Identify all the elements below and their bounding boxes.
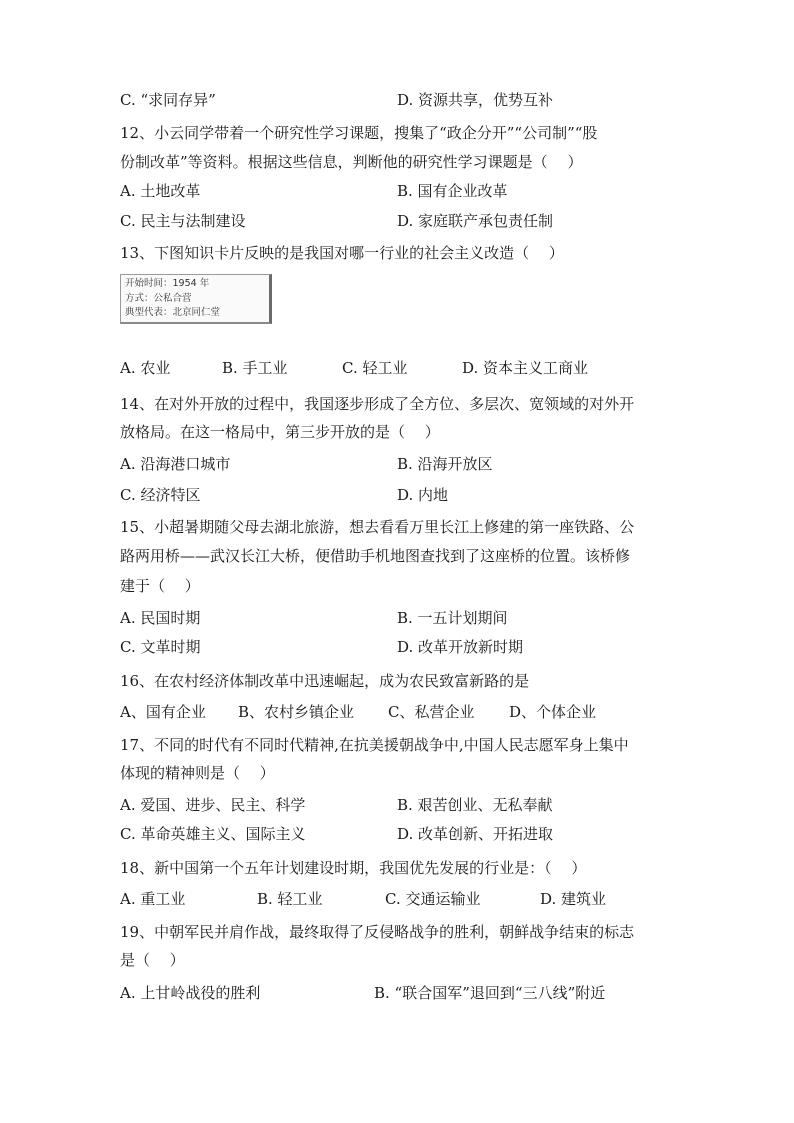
q15-option-a: A. 民国时期 xyxy=(120,609,201,627)
q19-stem-line1: 19、中朝军民并肩作战，最终取得了反侵略战争的胜利，朝鲜战争结束的标志 xyxy=(120,923,635,941)
q12-option-c: C. 民主与法制建设 xyxy=(120,212,246,230)
knowledge-card xyxy=(120,274,272,324)
q16-option-c: C、私营企业 xyxy=(388,703,475,721)
q13-option-b: B. 手工业 xyxy=(222,359,288,377)
q16-option-b: B、农村乡镇企业 xyxy=(238,703,355,721)
q12-stem-line1: 12、小云同学带着一个研究性学习课题，搜集了“政企分开”“公司制”“股 xyxy=(120,124,598,142)
q15-option-b: B. 一五计划期间 xyxy=(397,609,508,627)
q16-option-a: A、国有企业 xyxy=(120,703,206,721)
q17-option-d: D. 改革创新、开拓进取 xyxy=(397,825,554,843)
card-line-example: 典型代表：北京同仁堂 xyxy=(125,307,221,318)
card-line-start-time: 开始时间：1954 年 xyxy=(125,278,210,289)
q13-stem: 13、下图知识卡片反映的是我国对哪一行业的社会主义改造（ ） xyxy=(120,244,564,262)
q18-option-d: D. 建筑业 xyxy=(540,890,607,908)
q12-option-b: B. 国有企业改革 xyxy=(397,182,508,200)
q12-option-d: D. 家庭联产承包责任制 xyxy=(397,212,554,230)
q15-stem-line1: 15、小超暑期随父母去湖北旅游，想去看看万里长江上修建的第一座铁路、公 xyxy=(120,518,635,536)
q13-option-a: A. 农业 xyxy=(120,359,171,377)
q12-option-a: A. 土地改革 xyxy=(120,182,201,200)
q18-stem: 18、新中国第一个五年计划建设时期，我国优先发展的行业是：（ ） xyxy=(120,859,587,877)
q14-stem-line2: 放格局。在这一格局中，第三步开放的是（ ） xyxy=(120,423,440,441)
q17-stem-line1: 17、不同的时代有不同时代精神,在抗美援朝战争中,中国人民志愿军身上集中 xyxy=(120,736,629,754)
q18-option-c: C. 交通运输业 xyxy=(385,890,481,908)
q14-stem-line1: 14、在对外开放的过程中，我国逐步形成了全方位、多层次、宽领域的对外开 xyxy=(120,395,635,413)
q13-option-c: C. 轻工业 xyxy=(342,359,408,377)
q15-option-d: D. 改革开放新时期 xyxy=(397,638,524,656)
q18-option-a: A. 重工业 xyxy=(120,890,186,908)
q14-option-d: D. 内地 xyxy=(397,486,449,504)
q14-option-b: B. 沿海开放区 xyxy=(397,455,493,473)
q15-stem-line2: 路两用桥——武汉长江大桥，便借助手机地图查找到了这座桥的位置。该桥修 xyxy=(120,547,631,565)
q17-option-c: C. 革命英雄主义、国际主义 xyxy=(120,825,306,843)
q16-option-d: D、个体企业 xyxy=(509,703,597,721)
q11-option-d: D. 资源共享，优势互补 xyxy=(397,91,554,109)
q17-stem-line2: 体现的精神则是（ ） xyxy=(120,764,275,782)
q11-option-c: C. “求同存异” xyxy=(120,91,216,109)
q15-option-c: C. 文革时期 xyxy=(120,638,201,656)
q19-stem-line2: 是（ ） xyxy=(120,951,185,969)
q19-option-a: A. 上甘岭战役的胜利 xyxy=(120,984,261,1002)
q17-option-a: A. 爱国、进步、民主、科学 xyxy=(120,796,306,814)
card-line-method: 方式：公私合营 xyxy=(125,293,192,304)
q13-option-d: D. 资本主义工商业 xyxy=(462,359,589,377)
q15-stem-line3: 建于（ ） xyxy=(120,577,200,595)
q14-option-a: A. 沿海港口城市 xyxy=(120,455,231,473)
q18-option-b: B. 轻工业 xyxy=(257,890,323,908)
q12-stem-line2: 份制改革”等资料。根据这些信息，判断他的研究性学习课题是（ ） xyxy=(120,153,583,171)
q16-stem: 16、在农村经济体制改革中迅速崛起，成为农民致富新路的是 xyxy=(120,672,530,690)
q17-option-b: B. 艰苦创业、无私奉献 xyxy=(397,796,553,814)
q14-option-c: C. 经济特区 xyxy=(120,486,201,504)
q19-option-b: B. “联合国军”退回到“三八线”附近 xyxy=(374,984,606,1002)
